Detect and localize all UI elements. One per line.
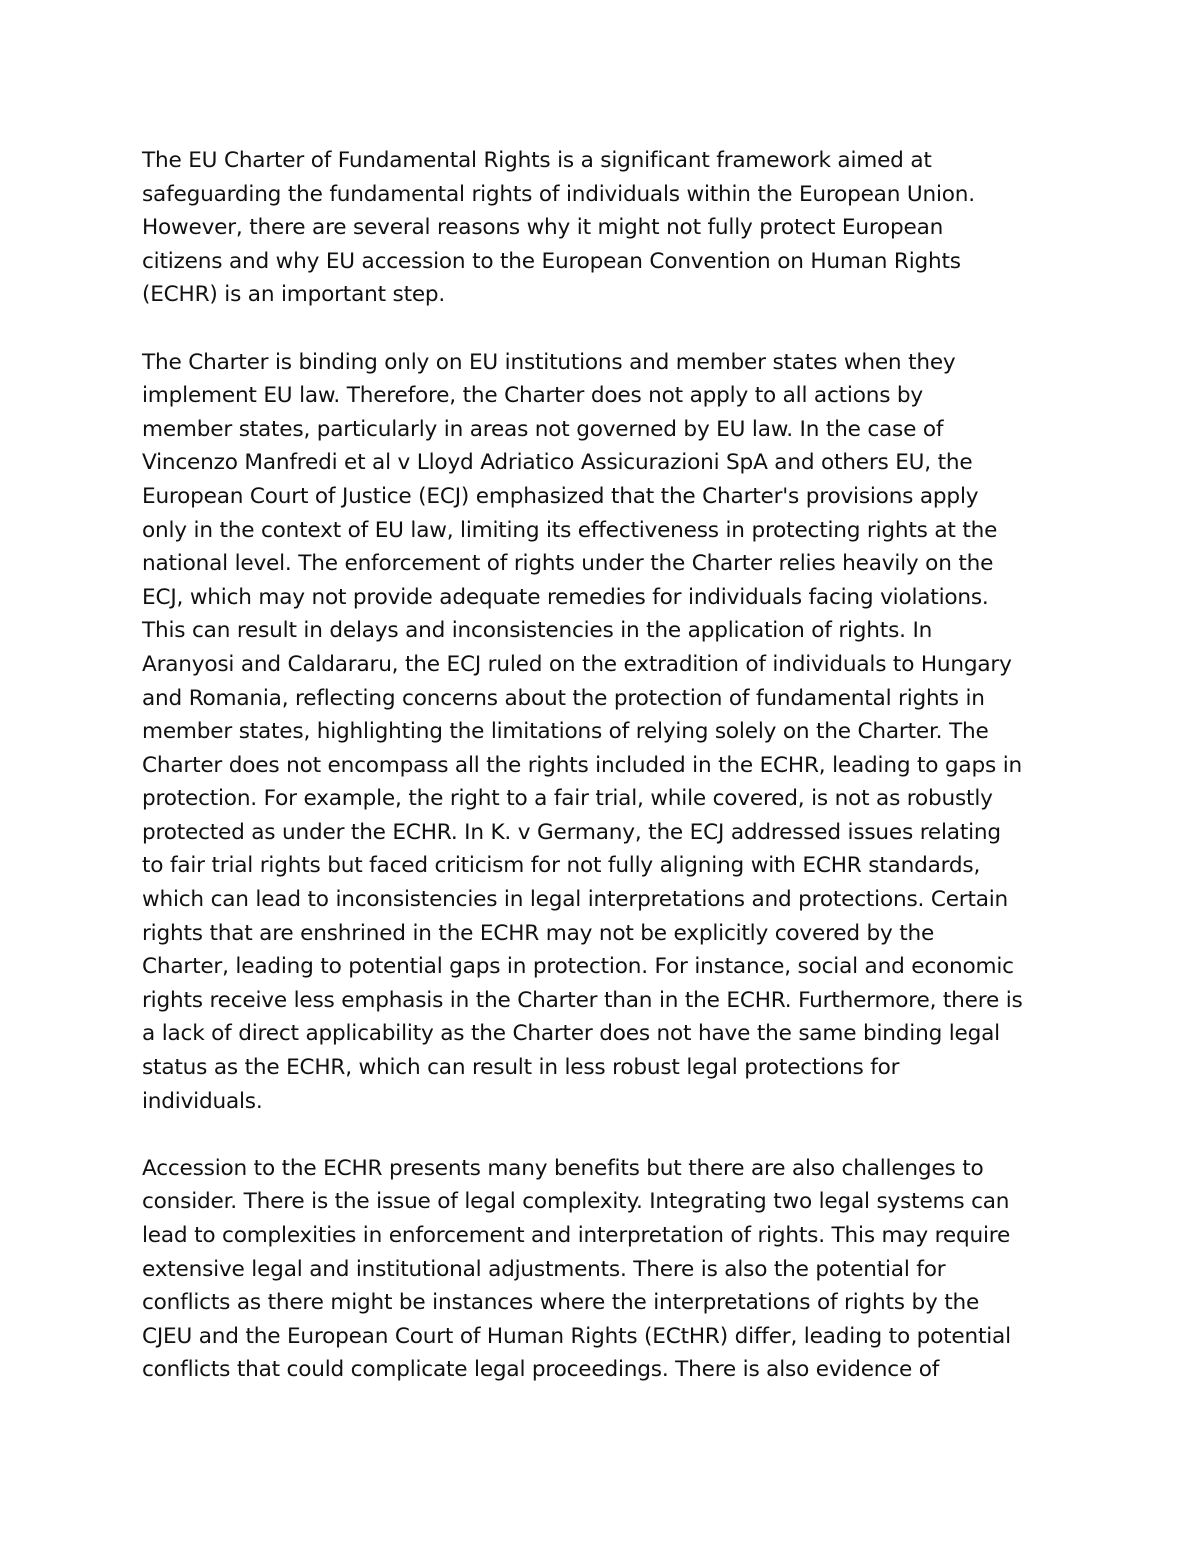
text-line: However, there are several reasons why it might not fully protect European <box>142 215 944 241</box>
text-line: consider. There is the issue of legal complexity. Integrating two legal systems can <box>142 1189 1010 1215</box>
text-line: Charter, leading to potential gaps in protection. For instance, social and economic <box>142 954 1014 980</box>
text-line: protection. For example, the right to a fair trial, while covered, is not as robustly <box>142 786 993 812</box>
text-line: citizens and why EU accession to the European Convention on Human Rights <box>142 248 961 274</box>
paragraph-1 <box>142 144 1072 312</box>
text-line: implement EU law. Therefore, the Charter does not apply to all actions by <box>142 383 924 409</box>
text-line: The EU Charter of Fundamental Rights is a significant framework aimed at <box>142 148 932 173</box>
text-line: national level. The enforcement of rights under the Charter relies heavily on the <box>142 551 994 577</box>
text-line: conflicts that could complicate legal proceedings. There is also evidence of <box>142 1357 940 1383</box>
text-line: Charter does not encompass all the rights included in the ECHR, leading to gaps in <box>142 752 1022 778</box>
paragraph-3 <box>142 1152 1072 1387</box>
paragraph-spacer <box>142 312 1072 346</box>
text-line: extensive legal and institutional adjustments. There is also the potential for <box>142 1256 946 1282</box>
text-line: This can result in delays and inconsistencies in the application of rights. In <box>142 618 933 644</box>
text-line: lead to complexities in enforcement and interpretation of rights. This may require <box>142 1223 1011 1248</box>
text-line: status as the ECHR, which can result in less robust legal protections for <box>142 1055 900 1081</box>
paragraph-spacer <box>142 1118 1072 1152</box>
text-line: member states, highlighting the limitations of relying solely on the Charter. The <box>142 719 989 745</box>
text-line: rights that are enshrined in the ECHR may not be explicitly covered by the <box>142 920 935 946</box>
text-line: (ECHR) is an important step. <box>142 282 446 308</box>
text-line: only in the context of EU law, limiting its effectiveness in protecting rights at the <box>142 517 998 543</box>
text-line: individuals. <box>142 1088 263 1114</box>
text-line: to fair trial rights but faced criticism for not fully aligning with ECHR standards, <box>142 853 981 879</box>
text-line: a lack of direct applicability as the Charter does not have the same binding legal <box>142 1021 1000 1047</box>
text-line: safeguarding the fundamental rights of individuals within the European Union. <box>142 181 975 207</box>
document-body <box>142 144 1072 1387</box>
text-line: which can lead to inconsistencies in legal interpretations and protections. Certain <box>142 887 1009 913</box>
text-line: Vincenzo Manfredi et al v Lloyd Adriatico Assicurazioni SpA and others EU, the <box>142 450 973 476</box>
text-line: Aranyosi and Caldararu, the ECJ ruled on the extradition of individuals to Hungary <box>142 651 1012 677</box>
text-line: and Romania, reflecting concerns about the protection of fundamental rights in <box>142 685 985 711</box>
text-line: ECJ, which may not provide adequate remedies for individuals facing violations. <box>142 584 989 610</box>
paragraph-2 <box>142 346 1072 1119</box>
text-line: European Court of Justice (ECJ) emphasized that the Charter's provisions apply <box>142 483 979 509</box>
text-line: rights receive less emphasis in the Charter than in the ECHR. Furthermore, there is <box>142 987 1023 1013</box>
text-line: conflicts as there might be instances where the interpretations of rights by the <box>142 1290 980 1316</box>
text-line: The Charter is binding only on EU institutions and member states when they <box>142 349 956 375</box>
text-line: CJEU and the European Court of Human Rights (ECtHR) differ, leading to potential <box>142 1323 1011 1349</box>
text-line: protected as under the ECHR. In K. v Germany, the ECJ addressed issues relating <box>142 819 1001 845</box>
text-line: member states, particularly in areas not governed by EU law. In the case of <box>142 416 944 442</box>
text-line: Accession to the ECHR presents many benefits but there are also challenges to <box>142 1155 984 1181</box>
